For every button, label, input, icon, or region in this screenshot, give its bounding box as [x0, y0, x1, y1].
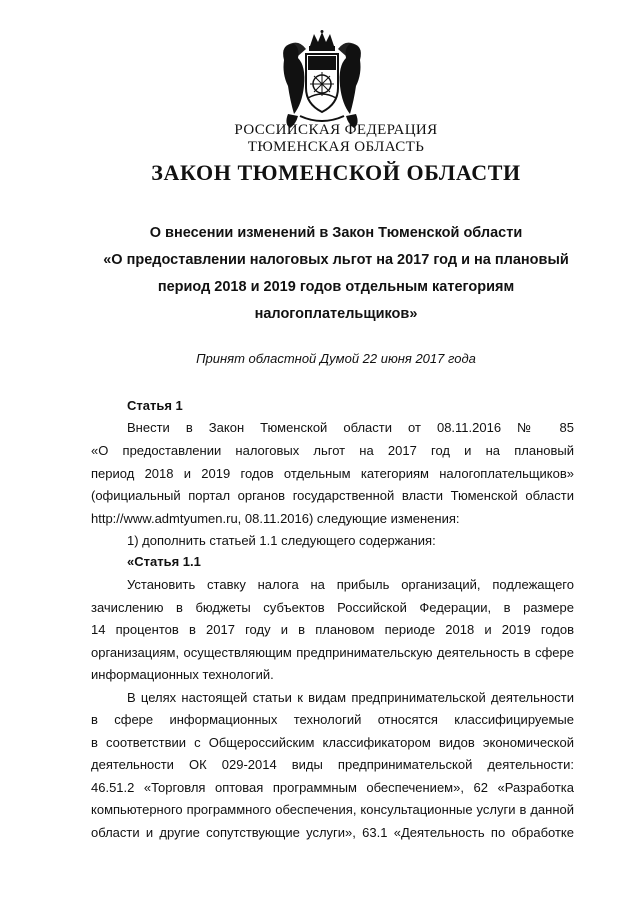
- body-line: компьютерного программного обеспечения, консультационные услуги в данной: [91, 802, 574, 817]
- body-line: http://www.admtyumen.ru, 08.11.2016) следующие изменения:: [91, 511, 460, 526]
- body-line: В целях настоящей статьи к видам предпринимательской деятельности: [127, 690, 574, 705]
- body-line: области и другие сопутствующие услуги», 63.1 «Деятельность по обработке: [91, 825, 574, 840]
- region-heading: ТЮМЕНСКАЯ ОБЛАСТЬ: [247, 139, 425, 155]
- body-line: зачислению в бюджеты субъектов Российской Федерации, в размере: [91, 600, 574, 615]
- body-line: Установить ставку налога на прибыль организаций, подлежащего: [127, 577, 574, 592]
- body-line: (официальный портал органов государственной власти Тюменской области: [91, 488, 574, 503]
- body-line: Внести в Закон Тюменской области от 08.11.2016 № 85: [127, 420, 574, 435]
- law-title-line: налогоплательщиков»: [254, 306, 418, 322]
- law-heading: ЗАКОН ТЮМЕНСКОЙ ОБЛАСТИ: [151, 160, 521, 185]
- body-line: информационных технологий.: [91, 667, 274, 682]
- article-1-heading: Статья 1: [127, 398, 183, 413]
- adoption-date: Принят областной Думой 22 июня 2017 года: [196, 351, 476, 366]
- country-heading: РОССИЙСКАЯ ФЕДЕРАЦИЯ: [234, 122, 438, 138]
- law-title-line: «О предоставлении налоговых льгот на 2017 год и на плановый: [103, 252, 569, 268]
- body-line: 1) дополнить статьей 1.1 следующего содержания:: [127, 533, 436, 548]
- body-line: деятельности ОК 029-2014 виды предпринимательской деятельности:: [91, 757, 574, 772]
- law-title-line: период 2018 и 2019 годов отдельным категориям: [157, 279, 515, 295]
- coat-of-arms-emblem: [276, 30, 368, 130]
- body-line: 46.51.2 «Торговля оптовая программным обеспечением», 62 «Разработка: [91, 780, 574, 795]
- law-title-line: О внесении изменений в Закон Тюменской области: [149, 225, 523, 241]
- body-line: в сфере информационных технологий относятся классифицируемые: [91, 712, 574, 727]
- body-line: организациям, осуществляющим предпринимательскую деятельность в сфере: [91, 645, 574, 660]
- body-line: 14 процентов в 2017 году и в плановом периоде 2018 и 2019 годов: [91, 622, 574, 637]
- body-line: период 2018 и 2019 годов отдельным категориям налогоплательщиков»: [91, 466, 574, 481]
- body-line: «О предоставлении налоговых льгот на 2017 год и на плановый: [91, 443, 574, 458]
- article-1-1-heading: «Статья 1.1: [127, 554, 201, 569]
- body-line: в соответствии с Общероссийским классификатором видов экономической: [91, 735, 574, 750]
